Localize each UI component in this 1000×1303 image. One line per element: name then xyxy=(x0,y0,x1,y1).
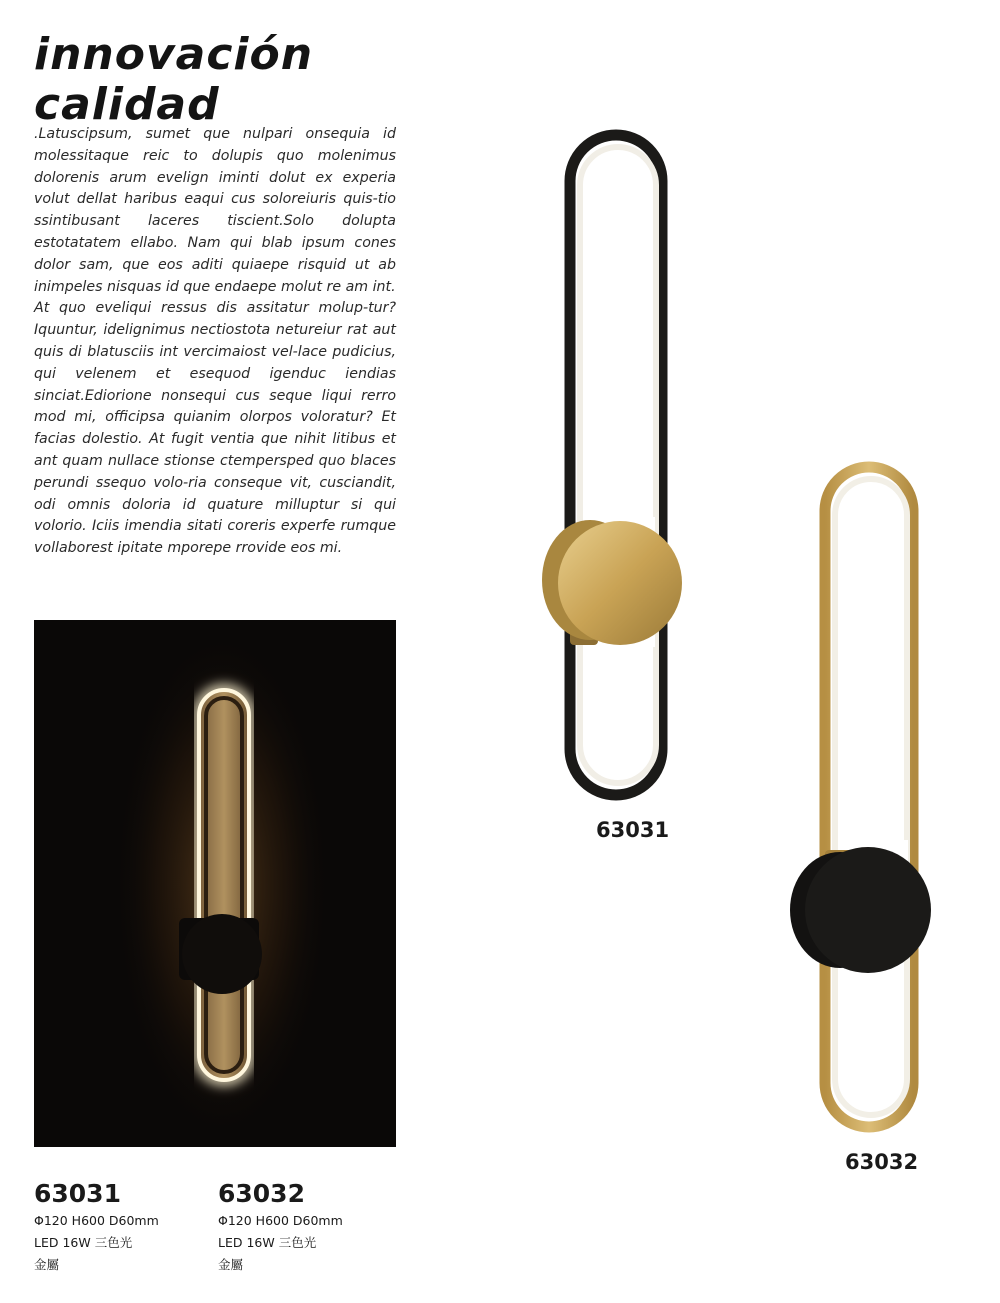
spec-power: LED 16W 三色光 xyxy=(218,1235,317,1250)
title-line-1: innovación xyxy=(34,29,314,80)
spec-dimensions: Φ120 H600 D60mm xyxy=(34,1213,159,1228)
spec-material: 金屬 xyxy=(34,1257,60,1272)
spec-block-63032 xyxy=(218,1178,343,1276)
body-paragraph: .Latuscipsum, sumet que nulpari onsequia id molessitaque reic to dolupis quo molenimus dolorenis arum evelign iminti dolut ex experia volut dellat haribus eaqui cus soloreiuris quis-tio ssintibusant laceres tiscient.Solo dolupta estotatatem ellabo. Nam qui blab ipsum cones dolor sam, que eos aditi quiaepe risquid ut ab inimpeles nisquas id que endaepe molut re am int. xyxy=(34,126,396,295)
spec-power: LED 16W 三色光 xyxy=(34,1235,133,1250)
spec-material: 金屬 xyxy=(218,1257,244,1272)
product-label-63032: 63032 xyxy=(845,1150,919,1174)
spec-dimensions: Φ120 H600 D60mm xyxy=(218,1213,343,1228)
lit-lamp-image xyxy=(34,620,396,1147)
page-title xyxy=(34,30,313,130)
product-label-63031: 63031 xyxy=(596,818,670,842)
lit-lamp-photo xyxy=(34,620,396,1147)
lamp-63031-image xyxy=(530,125,700,809)
lamp-63032-image xyxy=(780,455,950,1149)
spec-block-63031 xyxy=(34,1178,159,1276)
body-paragraph: At quo eveliqui ressus dis assitatur molup-tur?Iquuntur, idelignimus nectiostota netureiur rat aut quis di blatusciis int vercimaiost vel-lace pudicius, qui velenem et esequod igenduc iendias sinciat.Ediorione nonsequi cus seque liqui rerro mod mi, officipsa quianim olorpos voloratur? Et facias dolestio. At fugit ventia que nihit litibus et ant quam nullace stionse ctempersped quo blaces perundi ssequo volo-ria conseque vit, cusciandit, odi omnis doloria id quature milluptur si qui volorio. Iciis imendia sitati coreris experfe rumque vollaborest ipitate mporepe rrovide eos mi. xyxy=(34,300,396,557)
body-text xyxy=(34,124,396,560)
spec-code: 63032 xyxy=(218,1179,305,1208)
spec-code: 63031 xyxy=(34,1179,121,1208)
title-line-2: calidad xyxy=(34,79,220,130)
